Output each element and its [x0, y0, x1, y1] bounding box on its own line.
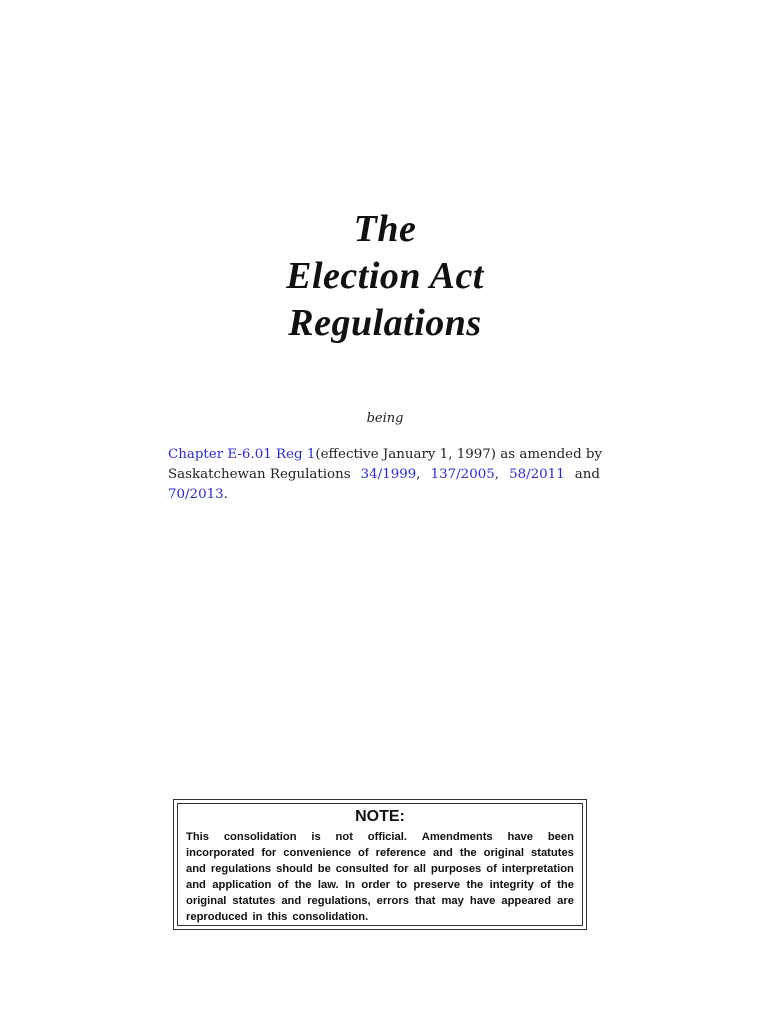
note-word: regulations, — [307, 895, 371, 907]
note-word: not — [335, 831, 353, 843]
note-word: original — [186, 895, 227, 907]
amendment-group-1 — [361, 465, 421, 485]
note-line-6 — [186, 909, 574, 925]
being-label: being — [366, 411, 404, 426]
note-line-4 — [186, 877, 574, 893]
citation-line-1 — [168, 445, 603, 465]
note-word: In — [345, 879, 356, 891]
note-word: law. — [317, 879, 339, 891]
amendment-link-137-2005[interactable]: 137/2005 — [430, 467, 495, 482]
regs-prefix: Saskatchewan Regulations — [168, 467, 351, 482]
note-word: consolidation — [223, 831, 297, 843]
note-word: incorporated — [186, 847, 255, 859]
note-word: and — [186, 863, 206, 875]
comma-separator: , — [494, 467, 500, 482]
note-word: be — [317, 863, 331, 875]
citation-line-2 — [168, 465, 600, 485]
note-inner-border — [177, 803, 583, 926]
note-word: consolidation. — [292, 911, 369, 923]
note-word: this — [267, 911, 288, 923]
note-word: of — [358, 847, 369, 859]
note-heading: NOTE: — [355, 808, 405, 825]
note-word: original — [483, 847, 525, 859]
note-word: in — [252, 911, 263, 923]
citation-line-3 — [168, 485, 600, 505]
note-word: reference — [375, 847, 426, 859]
comma-separator: , — [416, 467, 421, 482]
note-word: This — [186, 831, 209, 843]
note-word: errors — [376, 895, 409, 907]
note-word: of — [486, 863, 497, 875]
amendment-group-2 — [431, 465, 499, 485]
note-word: preserve — [413, 879, 461, 891]
amendment-link-34-1999[interactable]: 34/1999 — [360, 467, 417, 482]
note-word: Amendments — [421, 831, 493, 843]
note-word: is — [311, 831, 321, 843]
note-word: of — [277, 879, 289, 891]
note-word: have — [469, 895, 496, 907]
note-word: of — [540, 879, 551, 891]
note-word: have — [507, 831, 533, 843]
note-word: to — [396, 879, 407, 891]
note-word: and — [186, 879, 206, 891]
note-word: been — [547, 831, 574, 843]
title-line-2: Election Act — [286, 255, 484, 297]
note-word: and — [281, 895, 302, 907]
note-word: application — [212, 879, 272, 891]
note-word: may — [441, 895, 464, 907]
note-word: the — [459, 847, 477, 859]
title-line-3: Regulations — [288, 302, 482, 344]
note-word: for — [393, 863, 409, 875]
and-word: and — [574, 467, 600, 482]
note-word: should — [276, 863, 313, 875]
note-line-2 — [186, 845, 574, 861]
note-word: reproduced — [186, 911, 248, 923]
note-word: the — [557, 879, 574, 891]
note-word: regulations — [210, 863, 272, 875]
document-title — [0, 206, 770, 347]
note-word: official. — [367, 831, 407, 843]
note-line-1 — [186, 829, 574, 845]
note-box — [173, 799, 587, 930]
note-word: appeared — [501, 895, 552, 907]
amendment-link-70-2013[interactable]: 70/2013 — [168, 487, 224, 502]
note-word: integrity — [489, 879, 534, 891]
note-word: consulted — [335, 863, 389, 875]
note-word: statutes — [531, 847, 574, 859]
note-word: the — [466, 879, 484, 891]
title-line-1: The — [353, 208, 417, 250]
end-period: . — [223, 487, 228, 502]
note-word: for — [261, 847, 277, 859]
note-word: convenience — [283, 847, 352, 859]
note-word: order — [361, 879, 391, 891]
note-word: are — [557, 895, 574, 907]
note-word: the — [294, 879, 312, 891]
amendment-link-58-2011[interactable]: 58/2011 — [509, 467, 565, 482]
note-word: purposes — [430, 863, 482, 875]
note-word: and — [432, 847, 453, 859]
citation-paragraph — [168, 445, 603, 505]
note-word: statutes — [232, 895, 276, 907]
note-line-3 — [186, 861, 574, 877]
note-word: interpretation — [501, 863, 574, 875]
note-line-5 — [186, 893, 574, 909]
chapter-link[interactable]: Chapter E-6.01 Reg 1 — [168, 447, 316, 462]
effective-text: (effective January 1, 1997) as amended by — [315, 447, 603, 462]
note-word: that — [414, 895, 436, 907]
note-word: all — [413, 863, 426, 875]
